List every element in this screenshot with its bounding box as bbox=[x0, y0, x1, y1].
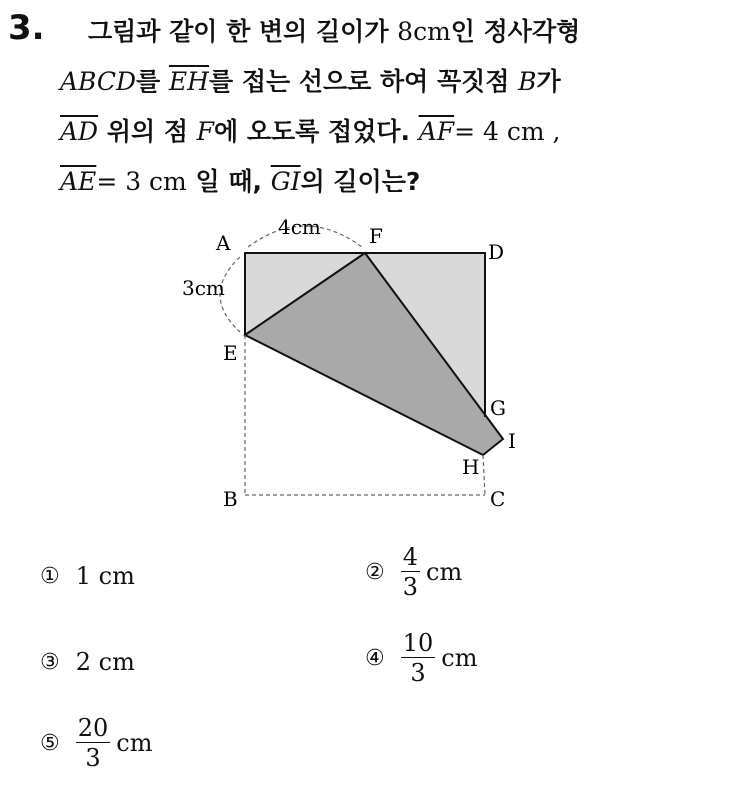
folded-square-figure bbox=[170, 205, 540, 515]
dashed-hc bbox=[483, 455, 485, 495]
question-line-1 bbox=[88, 12, 580, 48]
fraction bbox=[401, 631, 436, 685]
option-marker: ③ bbox=[40, 649, 60, 675]
fraction bbox=[401, 545, 420, 599]
segment-ad: $\overline{AD}$ bbox=[60, 117, 99, 146]
text: 위의 점 bbox=[98, 117, 197, 146]
label-a: A bbox=[216, 231, 231, 255]
text: 그림과 같이 한 변의 길이가 bbox=[88, 17, 398, 46]
label-d: D bbox=[488, 240, 505, 264]
option-3[interactable] bbox=[40, 648, 135, 676]
text: 의 길이는? bbox=[300, 167, 421, 196]
question-line-3 bbox=[60, 112, 560, 148]
option-unit: cm bbox=[98, 562, 135, 590]
numerator: 10 bbox=[402, 629, 434, 657]
question-line-2 bbox=[60, 62, 561, 98]
segment-eh: $\overline{EH}$ bbox=[168, 67, 209, 96]
numerator: 4 bbox=[402, 543, 419, 571]
question-number: 3. bbox=[8, 8, 45, 48]
option-5[interactable] bbox=[40, 716, 152, 770]
option-marker: ④ bbox=[365, 645, 385, 671]
unit: cm bbox=[413, 17, 451, 46]
text: 인 정사각형 bbox=[450, 17, 581, 46]
text: 를 bbox=[136, 67, 169, 96]
text: 에 오도록 접었다. bbox=[214, 117, 419, 146]
text: 일 때, bbox=[186, 167, 271, 196]
option-unit: cm bbox=[98, 648, 135, 676]
numerator: 20 bbox=[77, 714, 109, 742]
option-unit: cm bbox=[426, 558, 463, 586]
label-b: B bbox=[223, 487, 238, 511]
option-value: 2 bbox=[75, 648, 92, 676]
option-marker: ① bbox=[40, 563, 60, 589]
option-unit: cm bbox=[441, 644, 478, 672]
ae-length: = 3 cm bbox=[96, 167, 187, 196]
option-2[interactable] bbox=[365, 545, 462, 599]
segment-af: $\overline{AF}$ bbox=[418, 117, 455, 146]
fraction bbox=[76, 716, 111, 770]
text: 가 bbox=[536, 67, 561, 96]
option-unit: cm bbox=[116, 729, 153, 757]
segment-gi: $\overline{GI}$ bbox=[270, 167, 301, 196]
denominator: 3 bbox=[410, 659, 426, 687]
option-value: 1 bbox=[75, 562, 92, 590]
label-g: G bbox=[490, 396, 506, 420]
side-length: 8 bbox=[397, 17, 414, 46]
option-1[interactable] bbox=[40, 562, 135, 590]
option-4[interactable] bbox=[365, 631, 477, 685]
label-e: E bbox=[223, 341, 238, 365]
option-marker: ⑤ bbox=[40, 730, 60, 756]
af-length: = 4 cm , bbox=[454, 117, 561, 146]
denominator: 3 bbox=[402, 573, 419, 601]
point-b: B bbox=[518, 67, 537, 96]
segment-ae: $\overline{AE}$ bbox=[60, 167, 97, 196]
label-f: F bbox=[369, 224, 383, 248]
text: 를 접는 선으로 하여 꼭짓점 bbox=[208, 67, 519, 96]
label-i: I bbox=[508, 429, 516, 453]
square-name: ABCD bbox=[60, 67, 137, 96]
point-f: F bbox=[196, 117, 215, 146]
question-line-4 bbox=[60, 162, 420, 198]
length-ae-label: 3cm bbox=[182, 276, 225, 300]
label-c: C bbox=[490, 487, 506, 511]
label-h: H bbox=[462, 455, 480, 479]
length-af-label: 4cm bbox=[278, 215, 321, 239]
option-marker: ② bbox=[365, 559, 385, 585]
denominator: 3 bbox=[85, 744, 101, 772]
